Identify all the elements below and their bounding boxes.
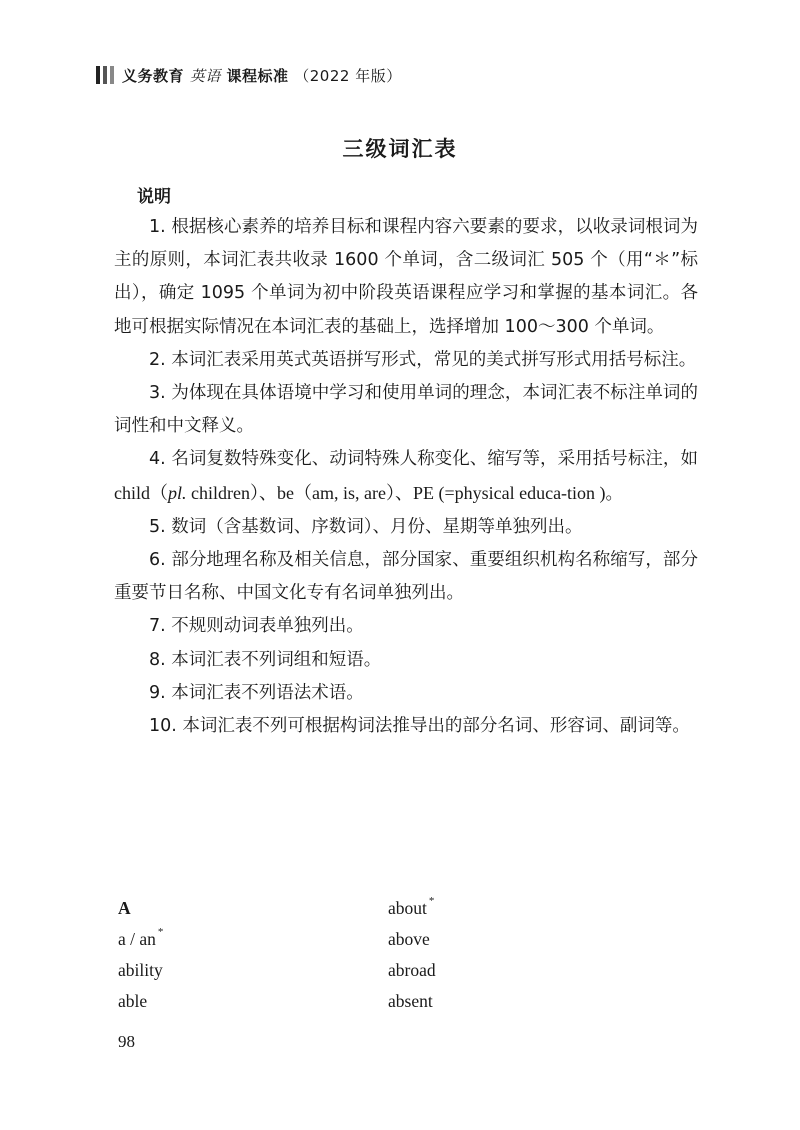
note-4-text: 4. 名词复数特殊变化、动词特殊人称变化、缩写等，采用括号标注，如 <box>149 449 698 470</box>
core-word-star: * <box>157 926 164 939</box>
note-6: 6. 部分地理名称及相关信息，部分国家、重要组织机构名称缩写，部分重要节日名称、中国文化专有名词单独列出。 <box>114 550 698 604</box>
note-4-child: child（ <box>114 482 168 503</box>
vocab-word: above <box>388 929 430 949</box>
vocab-word: ability <box>118 960 163 980</box>
header-part1: 义务教育 <box>122 66 185 85</box>
note-7: 7. 不规则动词表单独列出。 <box>149 616 364 637</box>
notes-list <box>114 211 698 743</box>
note-4-rest: children）、be（am, is, are）、PE (=physical educa-tion ) <box>186 482 606 503</box>
note-8: 8. 本词汇表不列词组和短语。 <box>149 649 382 670</box>
vocab-word <box>118 926 388 950</box>
page-title: 三级词汇表 <box>342 137 458 161</box>
note-10: 10. 本词汇表不列可根据构词法推导出的部分名词、形容词、副词等。 <box>149 716 690 737</box>
note-9: 9. 本词汇表不列语法术语。 <box>149 682 364 703</box>
page-number: 98 <box>118 1032 135 1051</box>
vocab-row <box>118 986 658 1017</box>
header-edition: （2022 年版） <box>294 66 402 85</box>
vocab-list <box>118 893 658 1017</box>
vocab-word: abroad <box>388 960 436 980</box>
note-3: 3. 为体现在具体语境中学习和使用单词的理念，本词汇表不标注单词的词性和中文释义。 <box>114 383 698 437</box>
header-bars-decoration <box>96 66 114 84</box>
note-2: 2. 本词汇表采用英式英语拼写形式，常见的美式拼写形式用括号标注。 <box>149 349 697 370</box>
header-text <box>122 65 402 86</box>
note-5: 5. 数词（含基数词、序数词）、月份、星期等单独列出。 <box>149 516 583 537</box>
note-4-end: 。 <box>605 483 624 504</box>
note-4-example <box>114 483 606 503</box>
vocab-word-text: a / an <box>118 929 156 949</box>
vocab-letter-heading: A <box>118 898 131 918</box>
running-header <box>96 62 402 88</box>
core-word-star: * <box>428 895 435 908</box>
section-heading: 说明 <box>137 187 171 207</box>
note-1: 1. 根据核心素养的培养目标和课程内容六要素的要求，以收录词根词为主的原则，本词汇表共收录 1600 个单词，含二级词汇 505 个（用“＊”标出），确定 1095 个单词为初中阶段英语课程应学习和掌握的基本词汇。各地可根据实际情况在本词汇表的基础上，选择增加 100～300 个单词。 <box>114 217 698 337</box>
header-part2: 英语 <box>189 66 221 85</box>
vocab-row <box>118 893 658 924</box>
vocab-row <box>118 924 658 955</box>
header-part3: 课程标准 <box>226 66 289 85</box>
note-4-pl: pl. <box>168 482 187 503</box>
vocab-word: able <box>118 991 148 1011</box>
note-4 <box>114 443 698 510</box>
vocab-word <box>388 895 658 919</box>
vocab-word: absent <box>388 991 433 1011</box>
vocab-row <box>118 955 658 986</box>
vocab-word-text: about <box>388 898 427 918</box>
